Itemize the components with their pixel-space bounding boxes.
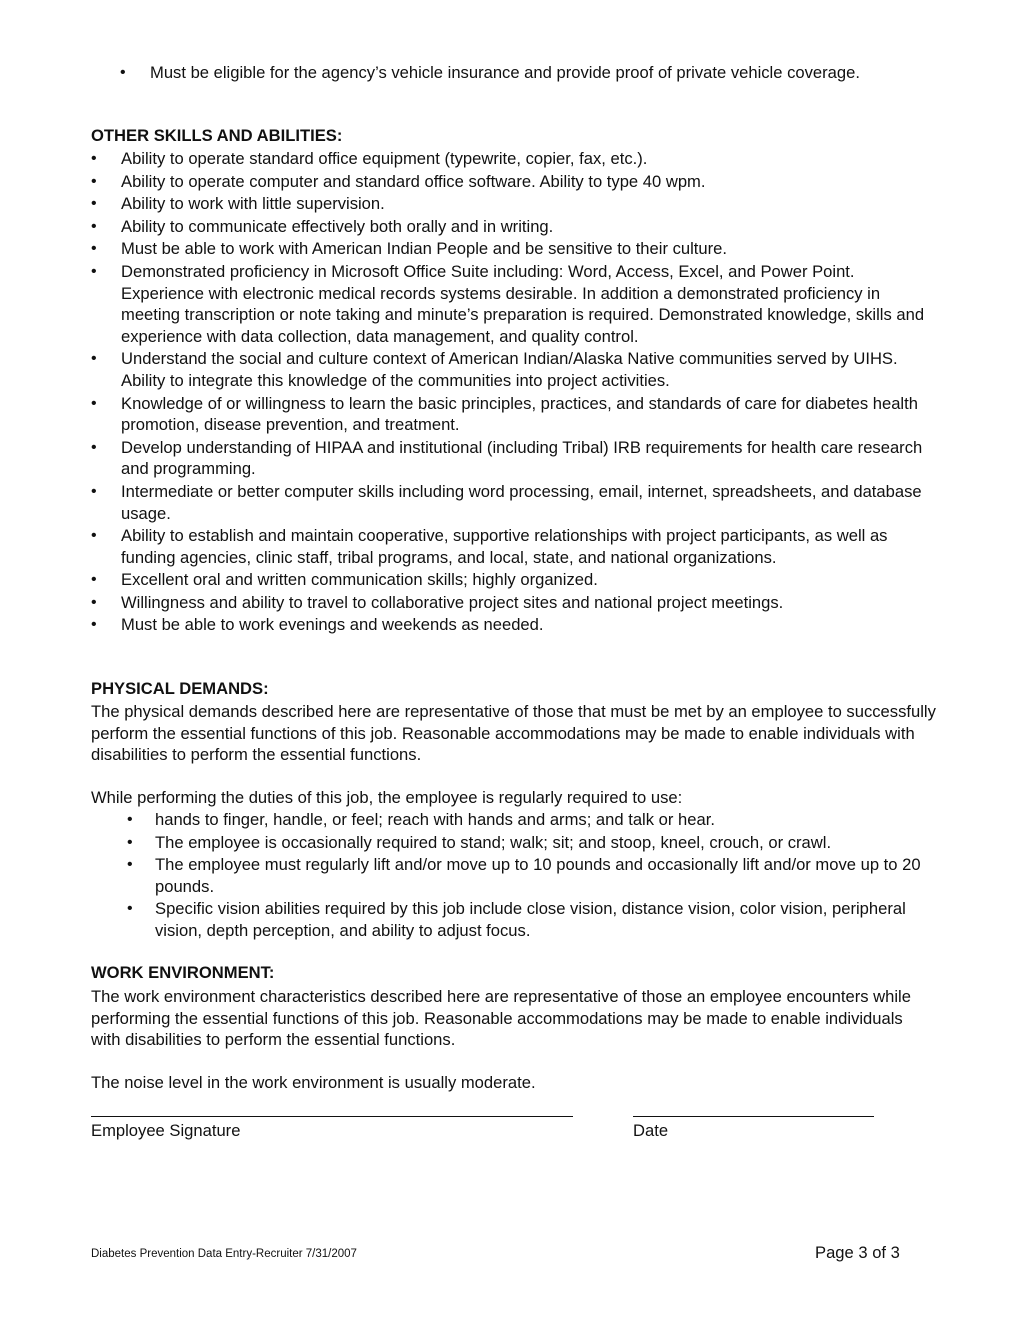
section-heading-work-environment: WORK ENVIRONMENT: (91, 963, 275, 982)
list-item: • Must be able to work with American Indian People and be sensitive to their culture. (121, 238, 936, 260)
list-item: • Develop understanding of HIPAA and institutional (including Tribal) IRB requirements for health care research and programming. (121, 437, 936, 480)
section-heading-other-skills: OTHER SKILLS AND ABILITIES: (91, 126, 343, 145)
physical-demands-intro: The physical demands described here are representative of those that must be met by an employee to successfully perform the essential functions of this job. Reasonable accommodations may be made to enable individuals with disabilities to perform the essential functions. (91, 702, 936, 765)
list-item: • Ability to operate computer and standard office software. Ability to type 40 wpm. (121, 171, 936, 193)
physical-demands-list (155, 809, 935, 943)
list-item: • Knowledge of or willingness to learn the basic principles, practices, and standards of care for diabetes health promotion, disease prevention, and treatment. (121, 393, 936, 436)
section-heading-physical-demands: PHYSICAL DEMANDS: (91, 679, 269, 698)
employee-signature-line[interactable] (91, 1116, 573, 1117)
top-bullet-list (150, 62, 870, 84)
date-label: Date (633, 1121, 669, 1140)
work-environment-intro: The work environment characteristics described here are representative of those an employee encounters while performing the essential functions of this job. Reasonable accommodations may be made to enable individuals with disabilities to perform the essential functions. (91, 987, 911, 1050)
list-item: • Specific vision abilities required by this job include close vision, distance vision, color vision, peripheral vision, depth perception, and ability to adjust focus. (155, 898, 935, 941)
list-item: • Must be able to work evenings and weekends as needed. (121, 614, 936, 636)
list-item: • Must be eligible for the agency’s vehicle insurance and provide proof of private vehicle coverage. (150, 62, 870, 84)
footer-page-number: Page 3 of 3 (815, 1243, 900, 1262)
list-item: • Understand the social and culture context of American Indian/Alaska Native communities served by UIHS. Ability to integrate this knowledge of the communities into project activities. (121, 348, 936, 391)
list-item: • Intermediate or better computer skills including word processing, email, internet, spreadsheets, and database usage. (121, 481, 936, 524)
list-item: • Demonstrated proficiency in Microsoft Office Suite including: Word, Access, Excel, and Power Point. Experience with electronic medical records systems desirable. In addition a demonstrated proficiency in meeting transcription or note taking and minute’s preparation is required. Demonstrated knowledge, skills and experience with data collection, data management, and quality control. (121, 261, 936, 347)
list-item: • hands to finger, handle, or feel; reach with hands and arms; and talk or hear. (155, 809, 935, 831)
list-item: • Excellent oral and written communication skills; highly organized. (121, 569, 936, 591)
list-item: • Ability to communicate effectively both orally and in writing. (121, 216, 936, 238)
footer-document-name: Diabetes Prevention Data Entry-Recruiter 7/31/2007 (91, 1248, 357, 1260)
physical-demands-lead: While performing the duties of this job, the employee is regularly required to use: (91, 788, 683, 807)
list-item: • Ability to work with little supervision. (121, 193, 936, 215)
list-item: • Ability to operate standard office equipment (typewrite, copier, fax, etc.). (121, 148, 936, 170)
list-item: • The employee must regularly lift and/or move up to 10 pounds and occasionally lift and/or move up to 20 pounds. (155, 854, 935, 897)
work-environment-noise: The noise level in the work environment is usually moderate. (91, 1073, 536, 1092)
employee-signature-label: Employee Signature (91, 1121, 241, 1140)
other-skills-list (121, 148, 936, 637)
list-item: • Willingness and ability to travel to collaborative project sites and national project meetings. (121, 592, 936, 614)
date-signature-line[interactable] (633, 1116, 874, 1117)
list-item: • The employee is occasionally required to stand; walk; sit; and stoop, kneel, crouch, or crawl. (155, 832, 935, 854)
list-item: • Ability to establish and maintain cooperative, supportive relationships with project participants, as well as funding agencies, clinic staff, tribal programs, and local, state, and national organizations. (121, 525, 936, 568)
